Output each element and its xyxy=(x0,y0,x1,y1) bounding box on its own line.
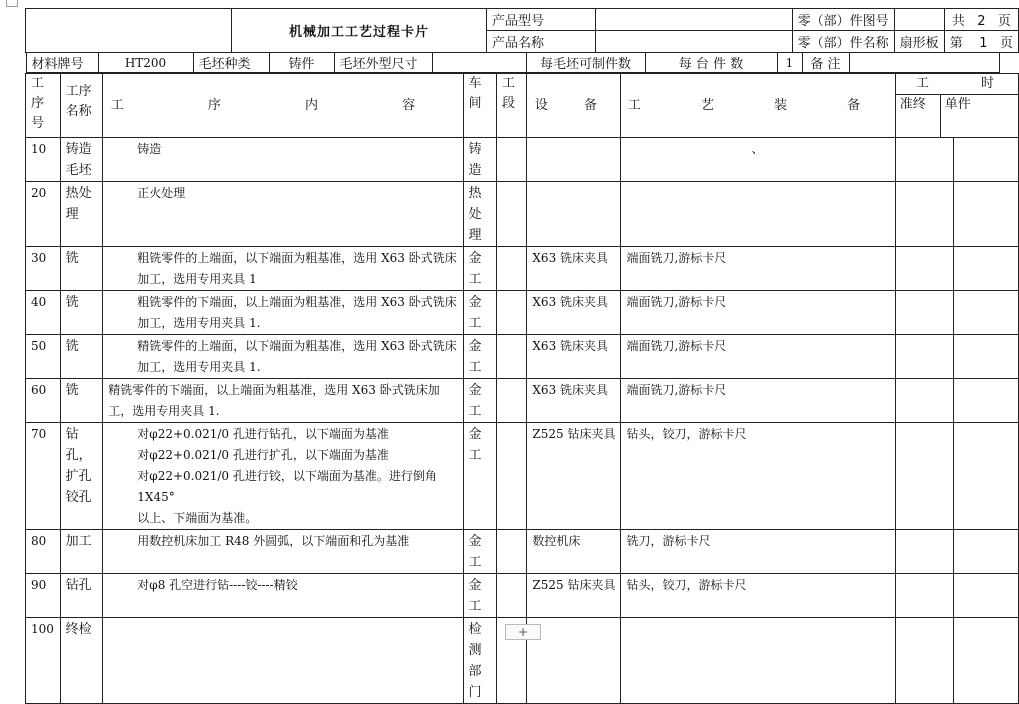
page-number xyxy=(944,31,1018,53)
op-unit xyxy=(954,138,1019,182)
card-title: 机械加工工艺过程卡片 xyxy=(232,9,487,53)
table-row xyxy=(26,379,1019,423)
process-card-body xyxy=(25,52,1019,704)
op-workshop: 金工 xyxy=(463,423,497,530)
blank-size-value[interactable] xyxy=(432,53,526,73)
op-name: 铣 xyxy=(60,291,103,335)
op-no: 80 xyxy=(26,530,61,574)
blank-size-label: 毛坯外型尺寸 xyxy=(334,53,432,73)
op-no: 50 xyxy=(26,335,61,379)
op-prep xyxy=(895,618,954,704)
op-content-line: 以上、下端面为基准。 xyxy=(137,511,258,525)
col-equipment: 设 备 xyxy=(527,74,621,138)
col-tooling: 工 艺 装 备 xyxy=(621,74,895,138)
op-content-line: 对φ22+0.021/0 孔进行铰，以下端面为基准。进行倒角 1X45° xyxy=(137,469,437,504)
total-pages-pre: 共 xyxy=(951,14,965,29)
table-row xyxy=(26,423,1019,530)
op-content: 铸造 xyxy=(103,138,463,182)
op-content-line: 对φ22+0.021/0 孔进行扩孔，以下端面为基准 xyxy=(137,448,389,462)
op-section xyxy=(497,291,527,335)
product-model-value[interactable] xyxy=(595,9,792,31)
op-tooling: 端面铣刀,游标卡尺 xyxy=(621,379,895,423)
per-blank-label: 每毛坯可制件数 xyxy=(526,53,645,73)
op-unit xyxy=(954,618,1019,704)
op-unit xyxy=(954,247,1019,291)
table-row xyxy=(26,247,1019,291)
blank-logo-cell xyxy=(26,9,232,53)
anchor-icon xyxy=(6,0,18,7)
op-equipment: X63 铣床夹具 xyxy=(527,247,621,291)
op-equipment xyxy=(527,182,621,247)
op-unit xyxy=(954,530,1019,574)
op-no: 70 xyxy=(26,423,61,530)
op-name: 铣 xyxy=(60,247,103,291)
op-equipment: X63 铣床夹具 xyxy=(527,379,621,423)
op-tooling xyxy=(621,182,895,247)
table-row xyxy=(26,138,1019,182)
table-row xyxy=(26,574,1019,618)
col-hours-group xyxy=(895,74,1018,138)
op-tooling: 端面铣刀,游标卡尺 xyxy=(621,335,895,379)
op-section xyxy=(497,530,527,574)
part-drawing-no-label: 零（部）件图号 xyxy=(792,9,894,31)
op-workshop: 金工 xyxy=(463,379,497,423)
product-name-value[interactable] xyxy=(595,31,792,53)
op-tooling: 端面铣刀,游标卡尺 xyxy=(621,291,895,335)
process-card-table xyxy=(25,8,1019,53)
op-tooling: 铣刀，游标卡尺 xyxy=(621,530,895,574)
op-no: 40 xyxy=(26,291,61,335)
op-content: 粗铣零件的上端面，以下端面为粗基准，选用 X63 卧式铣床加工，选用专用夹具 1 xyxy=(103,247,463,291)
op-section xyxy=(497,423,527,530)
op-content: 用数控机床加工 R48 外圆弧，以下端面和孔为基准 xyxy=(103,530,463,574)
product-name-label: 产品名称 xyxy=(487,31,596,53)
op-workshop: 热处理 xyxy=(463,182,497,247)
op-content: 精铣零件的下端面，以上端面为粗基准，选用 X63 卧式铣床加工，选用专用夹具 1. xyxy=(103,379,463,423)
op-prep xyxy=(895,574,954,618)
op-content: 粗铣零件的下端面，以上端面为粗基准，选用 X63 卧式铣床加工，选用专用夹具 1. xyxy=(103,291,463,335)
op-no: 100 xyxy=(26,618,61,704)
op-tooling: 、 xyxy=(621,138,895,182)
table-row xyxy=(26,291,1019,335)
op-workshop: 检测部门 xyxy=(463,618,497,704)
op-workshop: 金工 xyxy=(463,335,497,379)
op-no: 90 xyxy=(26,574,61,618)
op-unit xyxy=(954,574,1019,618)
op-content xyxy=(103,423,463,530)
op-name: 铸造毛坯 xyxy=(60,138,103,182)
col-prep: 准终 xyxy=(896,95,941,137)
table-row xyxy=(26,530,1019,574)
op-content: 精铣零件的上端面，以下端面为粗基准，选用 X63 卧式铣床加工，选用专用夹具 1. xyxy=(103,335,463,379)
op-name: 钻孔，扩孔铰孔 xyxy=(60,423,103,530)
op-section xyxy=(497,182,527,247)
op-equipment xyxy=(527,138,621,182)
op-workshop: 金工 xyxy=(463,530,497,574)
op-prep xyxy=(895,335,954,379)
col-hours: 工 时 xyxy=(896,74,1018,95)
op-prep xyxy=(895,379,954,423)
material-label: 材料牌号 xyxy=(26,53,98,73)
col-op-no: 工序号 xyxy=(26,74,61,138)
product-model-label: 产品型号 xyxy=(487,9,596,31)
op-tooling xyxy=(621,618,895,704)
op-content: 正火处理 xyxy=(103,182,463,247)
col-unit: 单件 xyxy=(944,97,971,112)
total-pages-count: 2 xyxy=(977,14,986,29)
add-page-button[interactable]: + xyxy=(505,624,541,640)
op-no: 60 xyxy=(26,379,61,423)
col-workshop: 车间 xyxy=(463,74,497,138)
op-workshop: 金工 xyxy=(463,291,497,335)
op-prep xyxy=(895,247,954,291)
op-no: 10 xyxy=(26,138,61,182)
col-op-content: 工 序 内 容 xyxy=(103,74,463,138)
blank-type-label: 毛坯种类 xyxy=(193,53,269,73)
op-name: 钻孔 xyxy=(60,574,103,618)
table-row xyxy=(26,182,1019,247)
page-number-post: 页 xyxy=(999,36,1013,51)
op-workshop: 铸造 xyxy=(463,138,497,182)
op-section xyxy=(497,379,527,423)
op-unit xyxy=(954,423,1019,530)
op-name: 终检 xyxy=(60,618,103,704)
op-prep xyxy=(895,182,954,247)
op-prep xyxy=(895,530,954,574)
total-pages xyxy=(944,9,1018,31)
remark-value[interactable] xyxy=(849,53,999,73)
op-unit xyxy=(954,379,1019,423)
op-tooling: 钻头，铰刀，游标卡尺 xyxy=(621,574,895,618)
op-prep xyxy=(895,138,954,182)
blank-type-value[interactable]: 铸件 xyxy=(269,53,334,73)
op-name: 加工 xyxy=(60,530,103,574)
page-number-value: 1 xyxy=(979,36,988,51)
op-content: 对φ8 孔空进行钻----铰----精铰 xyxy=(103,574,463,618)
op-unit xyxy=(954,335,1019,379)
op-prep xyxy=(895,291,954,335)
op-tooling: 端面铣刀,游标卡尺 xyxy=(621,247,895,291)
op-name: 热处理 xyxy=(60,182,103,247)
op-section xyxy=(497,138,527,182)
col-section: 工段 xyxy=(497,74,527,138)
part-name-label: 零（部）件名称 xyxy=(792,31,894,53)
op-workshop: 金工 xyxy=(463,574,497,618)
per-unit-value[interactable]: 1 xyxy=(777,53,802,73)
total-pages-post: 页 xyxy=(997,14,1011,29)
op-section xyxy=(497,335,527,379)
op-workshop: 金工 xyxy=(463,247,497,291)
remark-label: 备 注 xyxy=(802,53,849,73)
op-section xyxy=(497,574,527,618)
op-tooling: 钻头，铰刀，游标卡尺 xyxy=(621,423,895,530)
op-no: 20 xyxy=(26,182,61,247)
op-equipment: Z525 钻床夹具 xyxy=(527,423,621,530)
part-name-value[interactable]: 扇形板 xyxy=(894,31,944,53)
op-no: 30 xyxy=(26,247,61,291)
op-equipment: X63 铣床夹具 xyxy=(527,335,621,379)
op-equipment: Z525 钻床夹具 xyxy=(527,574,621,618)
op-content-line: 对φ22+0.021/0 孔进行钻孔，以下端面为基准 xyxy=(137,427,389,441)
op-section xyxy=(497,247,527,291)
material-row xyxy=(26,52,1000,73)
op-equipment xyxy=(527,618,621,704)
op-content xyxy=(103,618,463,704)
col-op-name: 工序名称 xyxy=(60,74,103,138)
table-row xyxy=(26,335,1019,379)
op-name: 铣 xyxy=(60,379,103,423)
page-number-pre: 第 xyxy=(949,36,963,51)
op-equipment: X63 铣床夹具 xyxy=(527,291,621,335)
part-drawing-no-value[interactable] xyxy=(894,9,944,31)
op-equipment: 数控机床 xyxy=(527,530,621,574)
op-prep xyxy=(895,423,954,530)
op-name: 铣 xyxy=(60,335,103,379)
material-value[interactable]: HT200 xyxy=(98,53,193,73)
op-unit xyxy=(954,291,1019,335)
per-unit-label: 每 台 件 数 xyxy=(645,53,777,73)
op-unit xyxy=(954,182,1019,247)
